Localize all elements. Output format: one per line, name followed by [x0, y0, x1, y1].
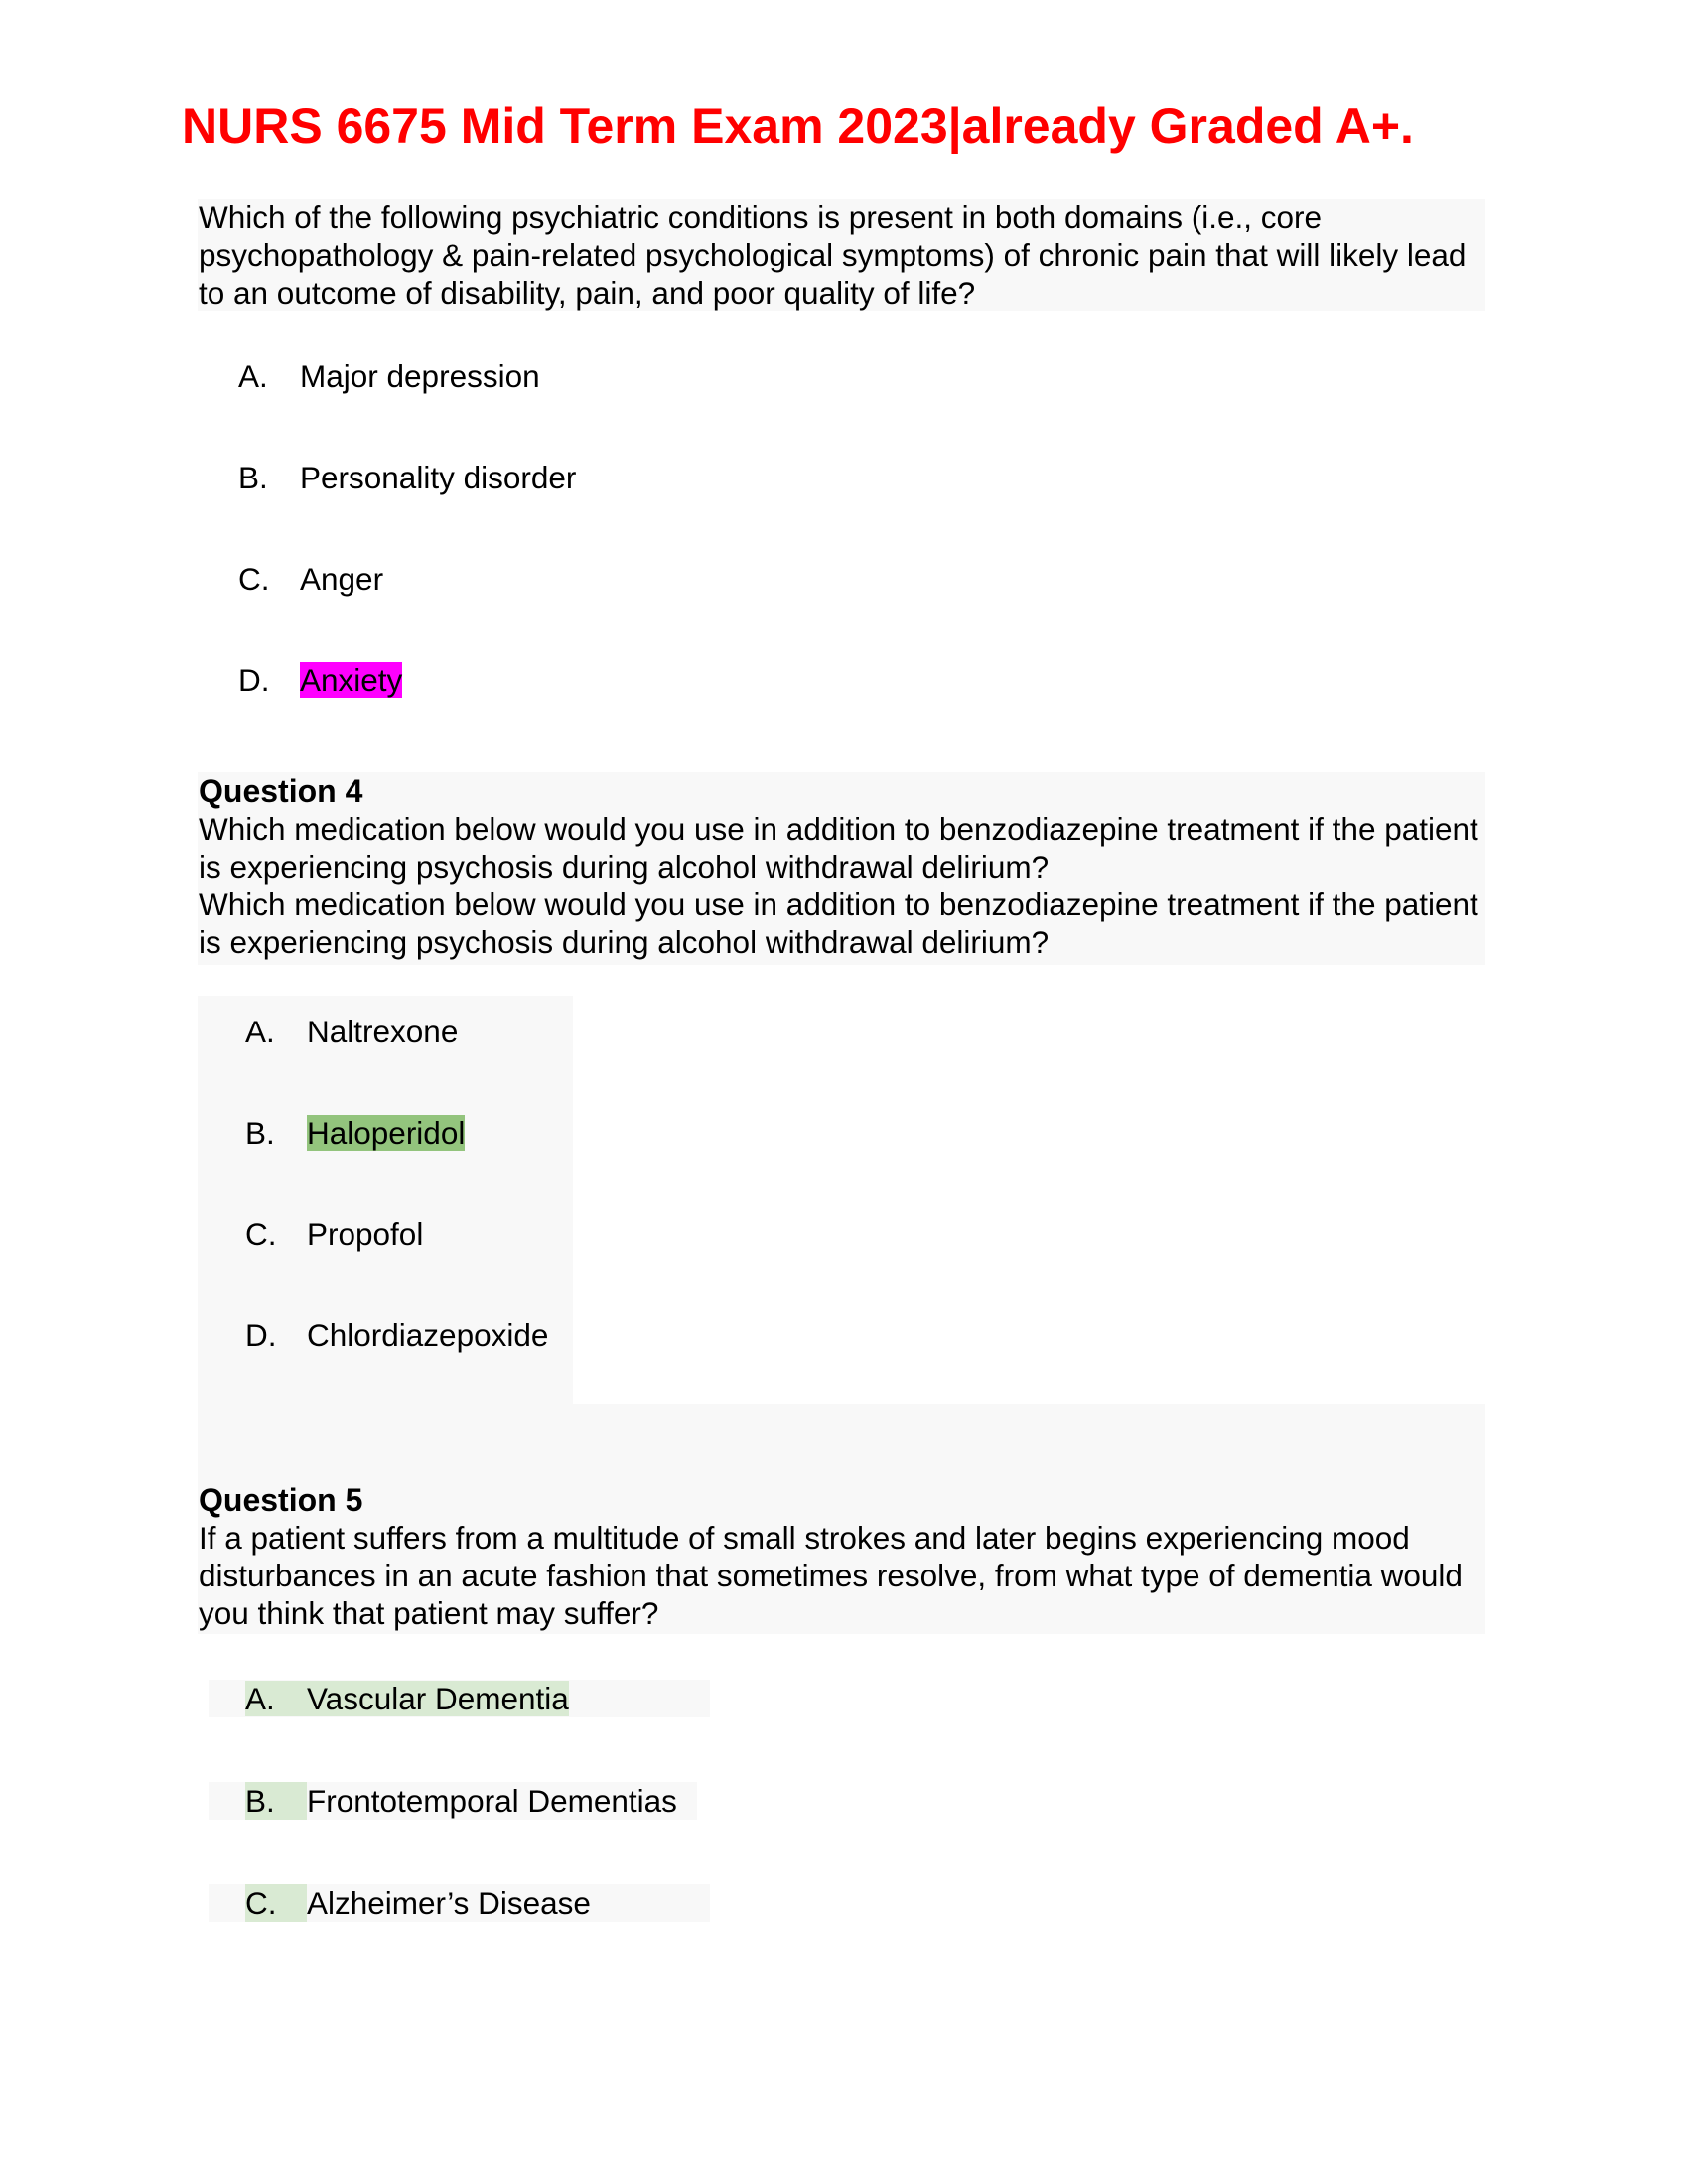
question-5-heading: Question 5 [199, 1482, 363, 1518]
question-3-text: Which of the following psychiatric conditions is present in both domains (i.e., core psychopathology & pain-related psychological symptoms) of chronic pain that will likely lead to an outcome of disability, pain, and poor quality of life? [199, 200, 1467, 311]
option-text: Alzheimer’s Disease [307, 1885, 591, 1921]
q3-option-a[interactable] [238, 357, 540, 395]
answer-highlight [245, 1681, 569, 1716]
option-text: Anger [300, 561, 384, 597]
option-letter: C. [238, 561, 270, 597]
q4-option-a[interactable] [245, 1013, 458, 1050]
question-4-heading: Question 4 [199, 773, 363, 809]
option-letter: D. [245, 1317, 277, 1353]
question-4-stem [198, 772, 1485, 965]
q5-option-b[interactable] [245, 1782, 677, 1820]
question-3-stem [198, 199, 1485, 311]
q3-option-c[interactable] [238, 560, 383, 598]
option-letter: B. [245, 1782, 307, 1820]
q3-option-b[interactable] [238, 459, 576, 496]
question-4-text: Which medication below would you use in addition to benzodiazepine treatment if the patient is experiencing psychosis during alcohol withdrawal delirium? [199, 811, 1478, 885]
q5-option-c[interactable] [245, 1884, 591, 1922]
option-letter: D. [238, 662, 270, 698]
option-letter: A. [238, 358, 268, 394]
answer-highlight: Haloperidol [307, 1115, 466, 1151]
option-text: Naltrexone [307, 1014, 459, 1049]
option-text: Major depression [300, 358, 540, 394]
question-5-stem [198, 1404, 1485, 1634]
q4-option-d[interactable] [245, 1316, 548, 1354]
question-4-text-repeat: Which medication below would you use in addition to benzodiazepine treatment if the patient is experiencing psychosis during alcohol withdrawal delirium? [199, 887, 1478, 960]
option-text: Frontotemporal Dementias [307, 1783, 677, 1819]
q4-option-c[interactable] [245, 1215, 423, 1253]
question-5-text: If a patient suffers from a multitude of small strokes and later begins experiencing mood disturbances in an acute fashion that sometimes resolve, from what type of dementia would you think that patient may suffer? [199, 1520, 1463, 1631]
option-letter: C. [245, 1216, 277, 1252]
q5-option-a[interactable] [245, 1680, 569, 1717]
option-letter: B. [238, 460, 268, 495]
option-text: Chlordiazepoxide [307, 1317, 549, 1353]
q4-option-b[interactable] [245, 1114, 465, 1152]
option-letter: B. [245, 1115, 275, 1151]
page-title: NURS 6675 Mid Term Exam 2023|already Graded A+. [182, 98, 1414, 154]
option-letter: A. [245, 1014, 275, 1049]
q3-option-d[interactable] [238, 661, 402, 699]
answer-highlight: Anxiety [300, 662, 403, 698]
option-letter: C. [245, 1884, 307, 1922]
option-text: Propofol [307, 1216, 424, 1252]
option-letter: A. [245, 1681, 275, 1716]
option-text: Personality disorder [300, 460, 577, 495]
option-text: Vascular Dementia [307, 1681, 569, 1716]
